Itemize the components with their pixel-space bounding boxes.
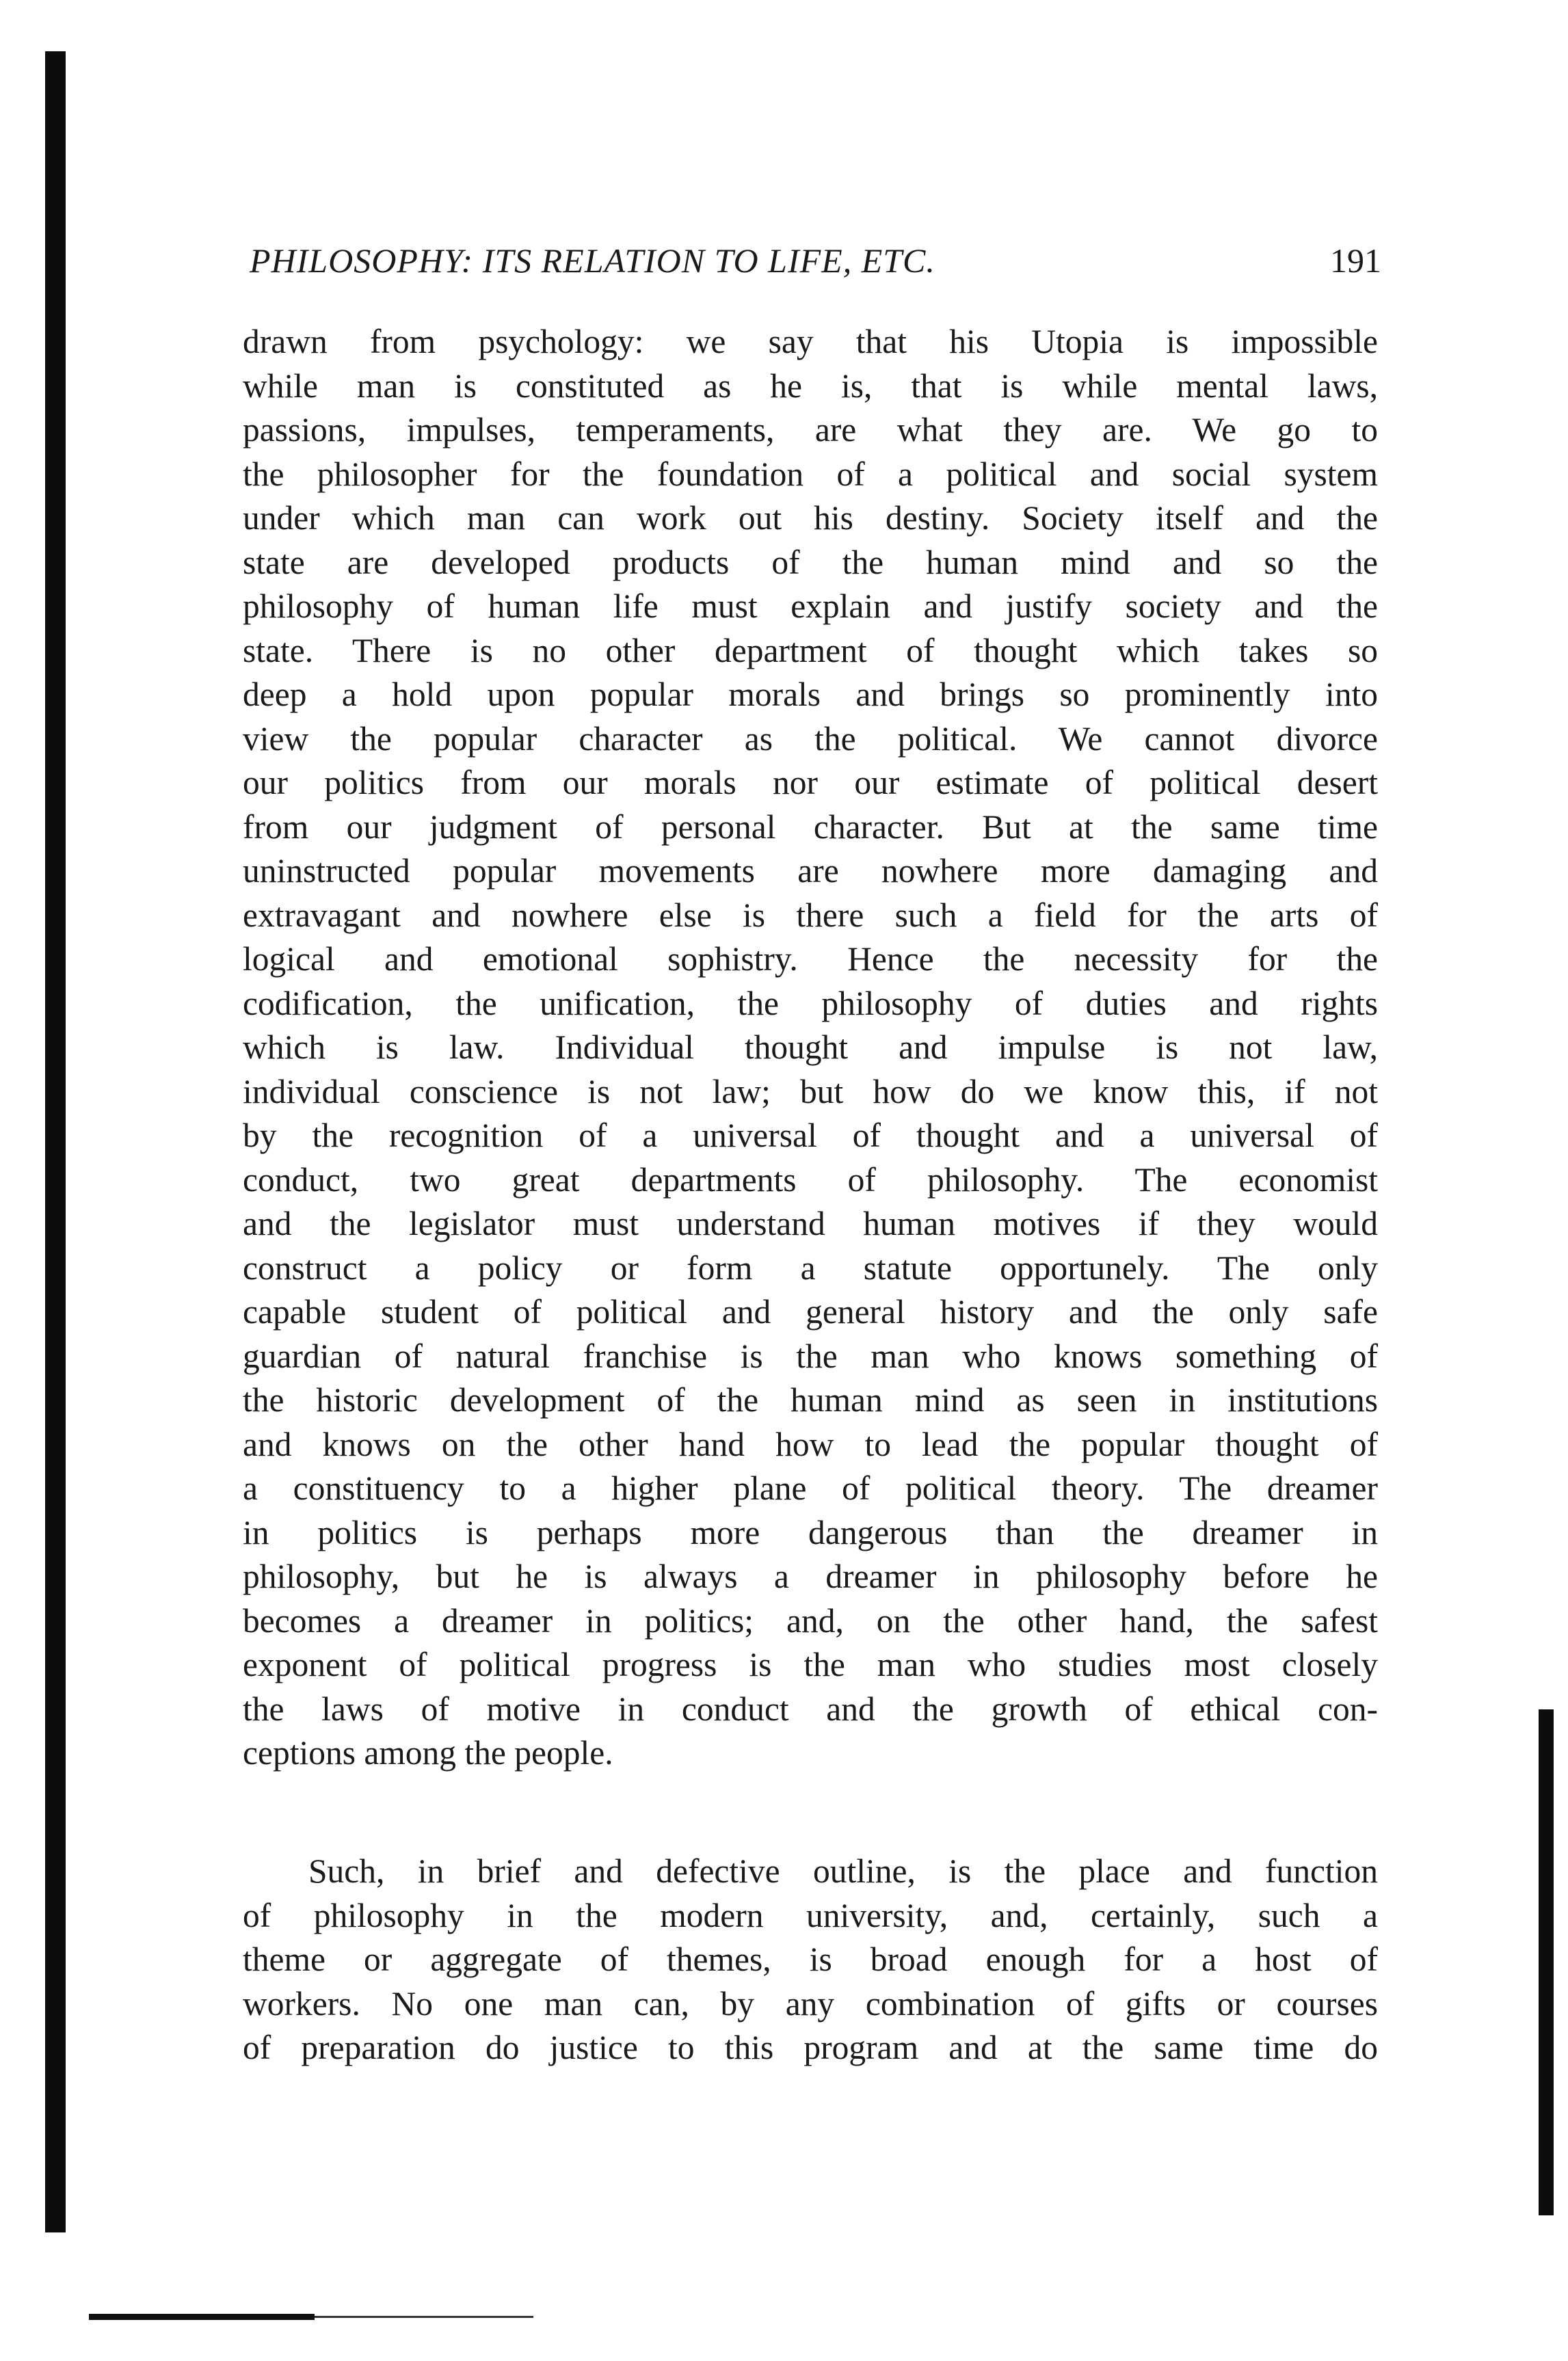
text-line: by the recognition of a universal of thought and a universal of xyxy=(243,1117,1378,1154)
scan-edge-shadow-right xyxy=(1539,1709,1554,2215)
text-line: Such, in brief and defective outline, is the place and function xyxy=(308,1852,1378,1890)
text-line: and knows on the other hand how to lead the popular thought of xyxy=(243,1425,1378,1463)
text-line: state. There is no other department of thought which takes so xyxy=(243,631,1378,669)
paragraph-1 xyxy=(243,320,1378,1776)
text-line: of philosophy in the modern university, and, certainly, such a xyxy=(243,1896,1378,1934)
text-line: exponent of political progress is the man who studies most closely xyxy=(243,1646,1378,1683)
text-line: ceptions among the people. xyxy=(243,1734,613,1772)
text-line: the philosopher for the foundation of a political and social system xyxy=(243,455,1378,493)
text-line: and the legislator must understand human motives if they would xyxy=(243,1205,1378,1242)
text-line: codification, the unification, the philosophy of duties and rights xyxy=(243,984,1378,1022)
text-line: from our judgment of personal character. But at the same time xyxy=(243,808,1378,846)
text-line: view the popular character as the political. We cannot divorce xyxy=(243,719,1378,758)
text-line: our politics from our morals nor our estimate of political desert xyxy=(243,764,1378,801)
text-line: deep a hold upon popular morals and brings so prominently into xyxy=(243,676,1378,713)
text-line: extravagant and nowhere else is there such a field for the arts of xyxy=(243,896,1378,934)
text-line: construct a policy or form a statute opportunely. The only xyxy=(243,1249,1378,1287)
running-head xyxy=(250,241,1381,295)
running-title: PHILOSOPHY: ITS RELATION TO LIFE, ETC. xyxy=(250,241,935,280)
text-line: state are developed products of the human mind and so the xyxy=(243,543,1378,581)
text-line: workers. No one man can, by any combination of gifts or courses xyxy=(243,1984,1378,2023)
text-line: logical and emotional sophistry. Hence the necessity for the xyxy=(243,940,1378,978)
text-line: conduct, two great departments of philosophy. The economist xyxy=(243,1160,1378,1199)
text-line: passions, impulses, temperaments, are what they are. We go to xyxy=(243,411,1378,449)
text-line: becomes a dreamer in politics; and, on the other hand, the safest xyxy=(243,1601,1378,1640)
text-line: guardian of natural franchise is the man who knows something of xyxy=(243,1337,1378,1375)
text-line: theme or aggregate of themes, is broad enough for a host of xyxy=(243,1940,1378,1978)
text-line: which is law. Individual thought and impulse is not law, xyxy=(243,1028,1378,1066)
text-line: while man is constituted as he is, that is while mental laws, xyxy=(243,366,1378,405)
page-number: 191 xyxy=(1330,241,1381,280)
text-line: individual conscience is not law; but how do we know this, if not xyxy=(243,1072,1378,1110)
text-line: philosophy, but he is always a dreamer in philosophy before he xyxy=(243,1558,1378,1595)
scan-edge-line-bottom xyxy=(89,2314,315,2320)
text-line: the laws of motive in conduct and the growth of ethical con- xyxy=(243,1690,1378,1728)
text-line: of preparation do justice to this program and at the same time do xyxy=(243,2029,1378,2066)
text-line: the historic development of the human mind as seen in institutions xyxy=(243,1381,1378,1419)
text-line: uninstructed popular movements are nowhere more damaging and xyxy=(243,852,1378,890)
text-line: under which man can work out his destiny. Society itself and the xyxy=(243,499,1378,537)
text-line: philosophy of human life must explain and justify society and the xyxy=(243,587,1378,625)
text-line: in politics is perhaps more dangerous than the dreamer in xyxy=(243,1513,1378,1551)
text-line: capable student of political and general history and the only safe xyxy=(243,1293,1378,1331)
text-line: a constituency to a higher plane of political theory. The dreamer xyxy=(243,1469,1378,1507)
paragraph-2 xyxy=(243,1850,1378,2070)
text-line: drawn from psychology: we say that his Utopia is impossible xyxy=(243,323,1378,360)
scan-edge-line-bottom-thin xyxy=(315,2316,533,2318)
scan-edge-shadow-left xyxy=(45,51,66,2232)
